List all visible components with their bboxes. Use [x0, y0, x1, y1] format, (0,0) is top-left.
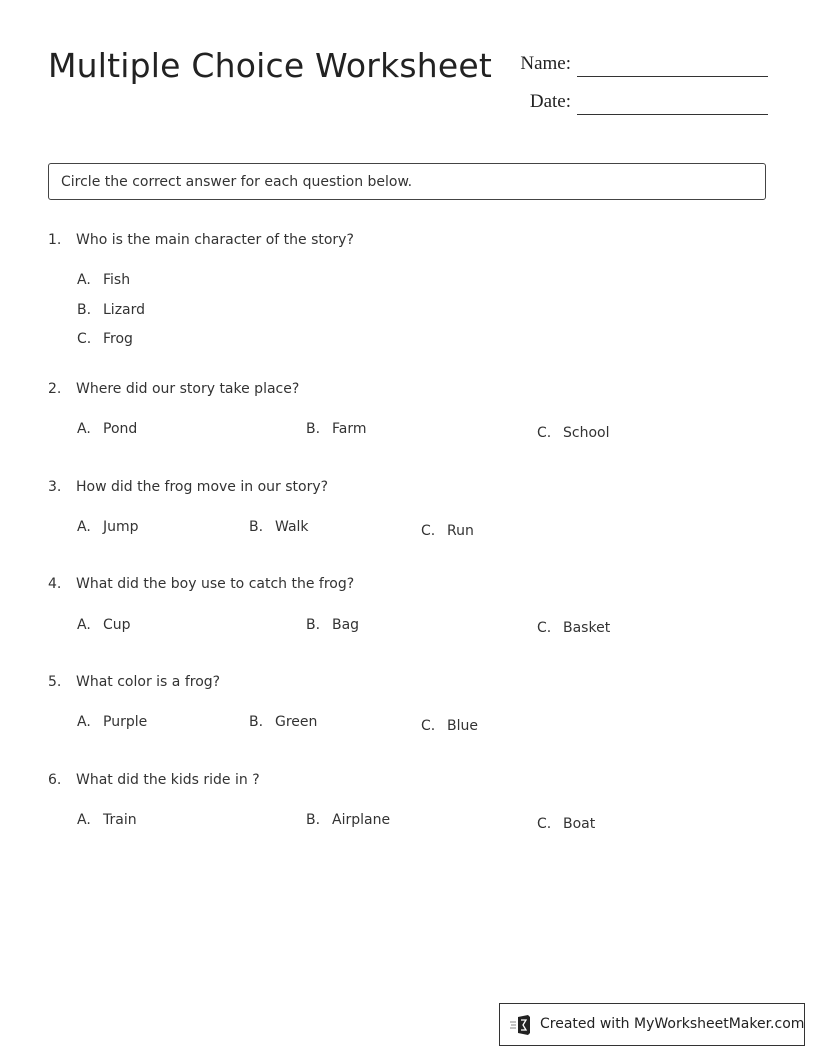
option-letter: C. — [77, 331, 92, 347]
worksheet-title: Multiple Choice Worksheet — [48, 46, 493, 85]
option-text: Cup — [103, 617, 131, 633]
option-letter: A. — [77, 812, 91, 828]
footer-text: Created with MyWorksheetMaker.com — [540, 1016, 805, 1032]
option-letter: A. — [77, 272, 91, 288]
option-text: Blue — [447, 718, 478, 734]
option-letter: A. — [77, 714, 91, 730]
option-text: Bag — [332, 617, 360, 633]
instructions-text: Circle the correct answer for each question below. — [61, 174, 413, 190]
question-text: How did the frog move in our story? — [76, 479, 329, 495]
option-text: Boat — [563, 816, 596, 832]
option-b[interactable] — [249, 519, 309, 535]
option-letter: B. — [249, 519, 264, 535]
question-text: What color is a frog? — [76, 674, 221, 690]
option-text: Lizard — [103, 302, 146, 318]
option-letter: B. — [249, 714, 264, 730]
option-b[interactable] — [306, 421, 367, 437]
option-letter: C. — [421, 718, 436, 734]
question-number: 3. — [48, 479, 62, 495]
option-text: Run — [447, 523, 474, 539]
option-letter: B. — [77, 302, 92, 318]
option-text: Farm — [332, 421, 367, 437]
option-a[interactable] — [77, 812, 137, 828]
option-text: Green — [275, 714, 318, 730]
option-text: Frog — [103, 331, 133, 347]
option-text: Airplane — [332, 812, 391, 828]
date-field[interactable] — [577, 114, 768, 115]
option-letter: C. — [537, 425, 552, 441]
option-c[interactable] — [421, 718, 478, 734]
option-text: Purple — [103, 714, 148, 730]
option-letter: C. — [421, 523, 436, 539]
question-number: 2. — [48, 381, 62, 397]
option-a[interactable] — [77, 617, 131, 633]
option-letter: C. — [537, 620, 552, 636]
question-text: Where did our story take place? — [76, 381, 300, 397]
option-letter: A. — [77, 617, 91, 633]
option-letter: A. — [77, 519, 91, 535]
option-b[interactable] — [77, 302, 145, 318]
question-number: 5. — [48, 674, 62, 690]
option-c[interactable] — [537, 620, 610, 636]
option-text: Jump — [103, 519, 139, 535]
question-text: What did the boy use to catch the frog? — [76, 576, 355, 592]
option-c[interactable] — [421, 523, 474, 539]
question-number: 1. — [48, 232, 62, 248]
option-text: Train — [103, 812, 137, 828]
question-number: 4. — [48, 576, 62, 592]
option-text: Walk — [275, 519, 309, 535]
option-text: Basket — [563, 620, 611, 636]
option-text: School — [563, 425, 610, 441]
date-label: Date: — [529, 91, 571, 112]
option-text: Pond — [103, 421, 138, 437]
option-b[interactable] — [306, 812, 390, 828]
option-a[interactable] — [77, 714, 147, 730]
option-text: Fish — [103, 272, 131, 288]
option-a[interactable] — [77, 272, 130, 288]
option-letter: B. — [306, 421, 321, 437]
footer-credit[interactable] — [499, 1003, 805, 1046]
option-b[interactable] — [306, 617, 359, 633]
name-label: Name: — [520, 53, 571, 74]
name-field[interactable] — [577, 76, 768, 77]
option-letter: B. — [306, 617, 321, 633]
worksheet-maker-logo-icon — [510, 1015, 532, 1035]
option-c[interactable] — [77, 331, 133, 347]
option-a[interactable] — [77, 519, 139, 535]
option-c[interactable] — [537, 425, 609, 441]
option-b[interactable] — [249, 714, 317, 730]
option-a[interactable] — [77, 421, 137, 437]
option-c[interactable] — [537, 816, 595, 832]
option-letter: C. — [537, 816, 552, 832]
question-text: What did the kids ride in ? — [76, 772, 260, 788]
option-letter: A. — [77, 421, 91, 437]
question-text: Who is the main character of the story? — [76, 232, 354, 248]
instructions-box — [48, 163, 766, 200]
question-number: 6. — [48, 772, 62, 788]
option-letter: B. — [306, 812, 321, 828]
